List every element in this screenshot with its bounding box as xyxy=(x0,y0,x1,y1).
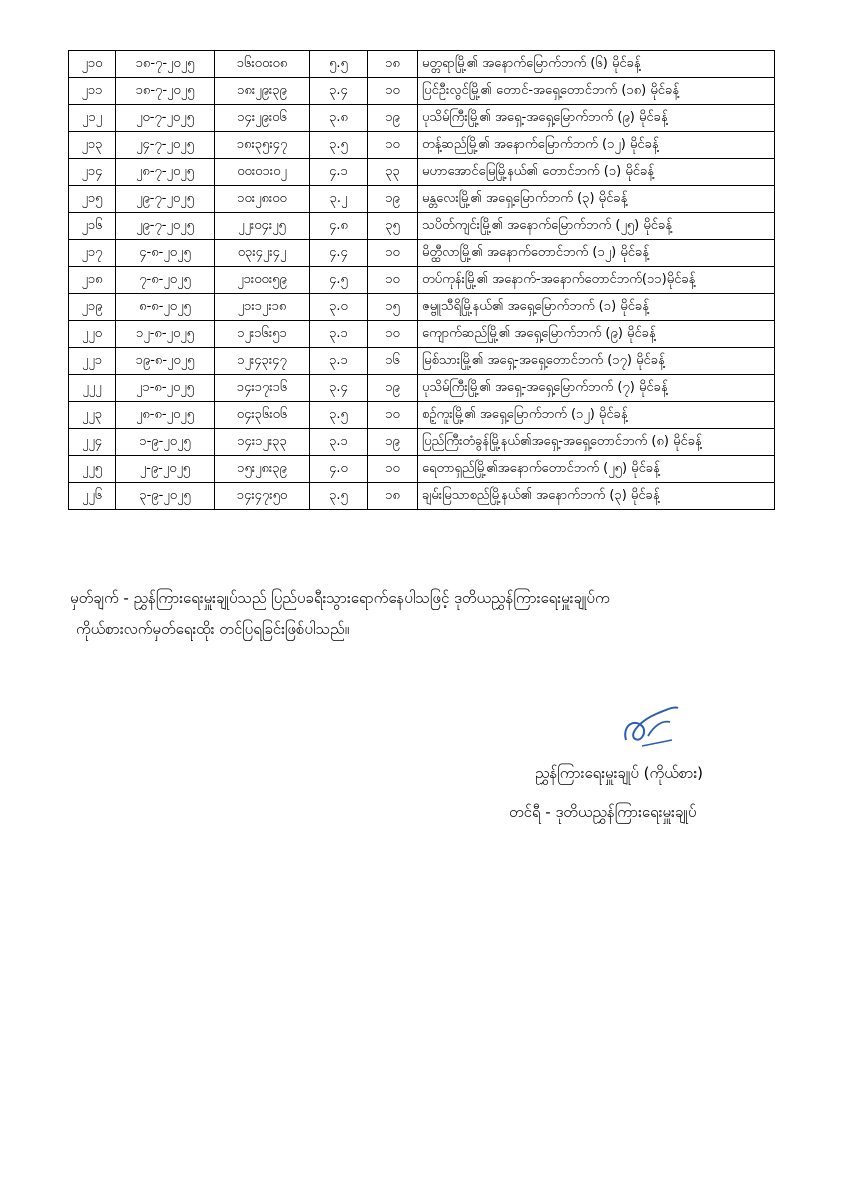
table-row xyxy=(69,240,775,267)
cell-time: ၁၂း၁၆း၅၁ xyxy=(215,321,310,348)
cell-location: ပြည်ကြီးတံခွန်မြို့နယ်၏အရှေ့-အရှေ့တောင်ဘက် (၈) မိုင်ခန့် xyxy=(418,429,775,456)
cell-time: ၂၂း၀၄း၂၅ xyxy=(215,213,310,240)
cell-serial-number: ၂၂၀ xyxy=(69,321,116,348)
cell-date: ၁၈-၇-၂၀၂၅ xyxy=(116,78,215,105)
cell-serial-number: ၂၁၈ xyxy=(69,267,116,294)
cell-depth: ၁၀ xyxy=(368,267,418,294)
cell-date: ၃-၉-၂၀၂၅ xyxy=(116,483,215,510)
cell-time: ၀၀း၀၁း၀၂ xyxy=(215,159,310,186)
cell-location: ရေတာရှည်မြို့၏အနောက်တောင်ဘက် (၂၅) မိုင်ခန့် xyxy=(418,456,775,483)
cell-serial-number: ၂၁၄ xyxy=(69,159,116,186)
cell-location: ချမ်းမြသာစည်မြို့နယ်၏ အနောက်ဘက် (၃) မိုင်ခန့် xyxy=(418,483,775,510)
cell-time: ၁၄း၄၇း၅၀ xyxy=(215,483,310,510)
cell-date: ၂၈-၈-၂၀၂၅ xyxy=(116,402,215,429)
cell-magnitude: ၃.၄ xyxy=(310,375,368,402)
handwritten-signature xyxy=(612,696,692,756)
cell-depth: ၁၀ xyxy=(368,456,418,483)
cell-location: ပြင်ဦးလွင်မြို့၏ တောင်-အရှေ့တောင်ဘက် (၁၈) မိုင်ခန့် xyxy=(418,78,775,105)
cell-location: မတ္တရာမြို့၏ အနောက်မြောက်ဘက် (၆) မိုင်ခန့် xyxy=(418,51,775,78)
cell-time: ၁၄း၂၉း၀၆ xyxy=(215,105,310,132)
cell-magnitude: ၃.၅ xyxy=(310,483,368,510)
cell-date: ၁၂-၈-၂၀၂၅ xyxy=(116,321,215,348)
cell-serial-number: ၂၁၂ xyxy=(69,105,116,132)
cell-serial-number: ၂၁၀ xyxy=(69,51,116,78)
cell-serial-number: ၂၁၃ xyxy=(69,132,116,159)
cell-time: ၁၅း၂၈း၃၉ xyxy=(215,456,310,483)
cell-date: ၂၁-၈-၂၀၂၅ xyxy=(116,375,215,402)
cell-depth: ၁၈ xyxy=(368,483,418,510)
cell-date: ၂၉-၇-၂၀၂၅ xyxy=(116,213,215,240)
table-row xyxy=(69,51,775,78)
cell-magnitude: ၄.၁ xyxy=(310,159,368,186)
table-row xyxy=(69,456,775,483)
signatory-capacity: ညွှန်ကြားရေးမှူးချုပ် (ကိုယ်စား) xyxy=(535,764,704,782)
cell-time: ၁၈း၂၉း၃၉ xyxy=(215,78,310,105)
cell-serial-number: ၂၁၆ xyxy=(69,213,116,240)
cell-depth: ၁၀ xyxy=(368,132,418,159)
table-row xyxy=(69,429,775,456)
cell-time: ၀၃း၄၂း၄၂ xyxy=(215,240,310,267)
cell-magnitude: ၃.၁ xyxy=(310,321,368,348)
cell-magnitude: ၅.၅ xyxy=(310,51,368,78)
cell-location: ပုသိမ်ကြီးမြို့၏ အရှေ့-အရှေ့မြောက်ဘက် (၉) မိုင်ခန့် xyxy=(418,105,775,132)
cell-depth: ၁၉ xyxy=(368,375,418,402)
cell-time: ၁၀း၂၈း၀၀ xyxy=(215,186,310,213)
cell-serial-number: ၂၂၂ xyxy=(69,375,116,402)
table-row xyxy=(69,105,775,132)
cell-depth: ၁၈ xyxy=(368,51,418,78)
table-row xyxy=(69,213,775,240)
remark-line-2: ကိုယ်စားလက်မှတ်ရေးထိုး တင်ပြရခြင်းဖြစ်ပါသည်။ xyxy=(76,620,350,638)
cell-time: ၁၂း၄၃း၄၇ xyxy=(215,348,310,375)
cell-serial-number: ၂၂၅ xyxy=(69,456,116,483)
cell-depth: ၁၀ xyxy=(368,321,418,348)
table-row xyxy=(69,402,775,429)
cell-serial-number: ၂၂၄ xyxy=(69,429,116,456)
table-row xyxy=(69,321,775,348)
cell-date: ၁-၉-၂၀၂၅ xyxy=(116,429,215,456)
cell-time: ၁၆း၀၀း၀၈ xyxy=(215,51,310,78)
cell-date: ၇-၈-၂၀၂၅ xyxy=(116,267,215,294)
cell-location: မိတ္ထီလာမြို့၏ အနောက်တောင်ဘက် (၁၂) မိုင်ခန့် xyxy=(418,240,775,267)
cell-magnitude: ၃.၁ xyxy=(310,348,368,375)
cell-date: ၂၉-၇-၂၀၂၅ xyxy=(116,186,215,213)
cell-date: ၁၈-၇-၂၀၂၅ xyxy=(116,51,215,78)
table-row xyxy=(69,186,775,213)
cell-depth: ၁၉ xyxy=(368,105,418,132)
earthquake-table xyxy=(68,50,775,510)
cell-location: မန္တလေးမြို့၏ အရှေ့မြောက်ဘက် (၃) မိုင်ခန့် xyxy=(418,186,775,213)
cell-location: ကျောက်ဆည်မြို့၏ အရှေ့မြောက်ဘက် (၉) မိုင်ခန့် xyxy=(418,321,775,348)
cell-date: ၄-၈-၂၀၂၅ xyxy=(116,240,215,267)
cell-magnitude: ၃.၀ xyxy=(310,294,368,321)
cell-serial-number: ၂၂၁ xyxy=(69,348,116,375)
table-row xyxy=(69,159,775,186)
cell-magnitude: ၄.၀ xyxy=(310,456,368,483)
cell-depth: ၁၉ xyxy=(368,429,418,456)
cell-location: သပိတ်ကျင်းမြို့၏ အနောက်မြောက်ဘက် (၂၅) မိုင်ခန့် xyxy=(418,213,775,240)
cell-date: ၈-၈-၂၀၂၅ xyxy=(116,294,215,321)
cell-magnitude: ၃.၅ xyxy=(310,402,368,429)
table-row xyxy=(69,267,775,294)
cell-serial-number: ၂၂၃ xyxy=(69,402,116,429)
cell-depth: ၁၀ xyxy=(368,240,418,267)
cell-magnitude: ၃.၂ xyxy=(310,186,368,213)
remark-line-1: မှတ်ချက် - ညွှန်ကြားရေးမှူးချုပ်သည် ပြည်ပခရီးသွားရောက်နေပါသဖြင့် ဒုတိယညွှန်ကြားရေးမှူးချုပ်က xyxy=(70,589,610,607)
cell-serial-number: ၂၁၁ xyxy=(69,78,116,105)
cell-time: ၁၄း၁၇း၁၆ xyxy=(215,375,310,402)
cell-location: ပုသိမ်ကြီးမြို့၏ အရှေ့-အရှေ့မြောက်ဘက် (၇) မိုင်ခန့် xyxy=(418,375,775,402)
cell-magnitude: ၃.၁ xyxy=(310,429,368,456)
cell-time: ၂၁း၀၀း၅၉ xyxy=(215,267,310,294)
cell-serial-number: ၂၂၆ xyxy=(69,483,116,510)
cell-date: ၂၄-၇-၂၀၂၅ xyxy=(116,132,215,159)
cell-location: မဟာအောင်မြေမြို့နယ်၏ တောင်ဘက် (၁) မိုင်ခန့် xyxy=(418,159,775,186)
table-row xyxy=(69,78,775,105)
cell-depth: ၁၀ xyxy=(368,78,418,105)
cell-depth: ၃၃ xyxy=(368,159,418,186)
cell-date: ၁၉-၈-၂၀၂၅ xyxy=(116,348,215,375)
cell-depth: ၁၆ xyxy=(368,348,418,375)
table-row xyxy=(69,132,775,159)
cell-depth: ၁၉ xyxy=(368,186,418,213)
cell-magnitude: ၄.၈ xyxy=(310,213,368,240)
cell-magnitude: ၃.၅ xyxy=(310,132,368,159)
cell-depth: ၁၀ xyxy=(368,402,418,429)
table-row xyxy=(69,348,775,375)
signatory-name-title: တင်ရီ - ဒုတိယညွှန်ကြားရေးမှူးချုပ် xyxy=(509,803,697,821)
cell-magnitude: ၄.၅ xyxy=(310,267,368,294)
cell-magnitude: ၃.၄ xyxy=(310,78,368,105)
cell-date: ၂၀-၇-၂၀၂၅ xyxy=(116,105,215,132)
cell-serial-number: ၂၁၅ xyxy=(69,186,116,213)
cell-serial-number: ၂၁၇ xyxy=(69,240,116,267)
cell-location: တန့်ဆည်မြို့၏ အနောက်မြောက်ဘက် (၁၂) မိုင်ခန့် xyxy=(418,132,775,159)
cell-date: ၂-၉-၂၀၂၅ xyxy=(116,456,215,483)
cell-location: မြစ်သားမြို့၏ အရှေ့-အရှေ့တောင်ဘက် (၁၇) မိုင်ခန့် xyxy=(418,348,775,375)
table-row xyxy=(69,375,775,402)
cell-location: ဇမ္ဗူသီရိမြို့နယ်၏ အရှေ့မြောက်ဘက် (၁) မိုင်ခန့် xyxy=(418,294,775,321)
cell-date: ၂၈-၇-၂၀၂၅ xyxy=(116,159,215,186)
cell-depth: ၁၅ xyxy=(368,294,418,321)
cell-location: တပ်ကုန်းမြို့၏ အနောက်-အနောက်တောင်ဘက်(၁၁)မိုင်ခန့် xyxy=(418,267,775,294)
table-row xyxy=(69,294,775,321)
cell-time: ၂၁း၁၂း၁၈ xyxy=(215,294,310,321)
cell-time: ၀၄း၃၆း၀၆ xyxy=(215,402,310,429)
cell-location: စဥ့်ကူးမြို့၏ အရှေ့မြောက်ဘက် (၁၂) မိုင်ခန့် xyxy=(418,402,775,429)
cell-serial-number: ၂၁၉ xyxy=(69,294,116,321)
remark-note xyxy=(70,583,790,645)
cell-time: ၁၄း၁၂း၃၃ xyxy=(215,429,310,456)
cell-time: ၁၈း၃၅း၄၇ xyxy=(215,132,310,159)
cell-depth: ၃၅ xyxy=(368,213,418,240)
cell-magnitude: ၄.၄ xyxy=(310,240,368,267)
table-row xyxy=(69,483,775,510)
cell-magnitude: ၃.၈ xyxy=(310,105,368,132)
